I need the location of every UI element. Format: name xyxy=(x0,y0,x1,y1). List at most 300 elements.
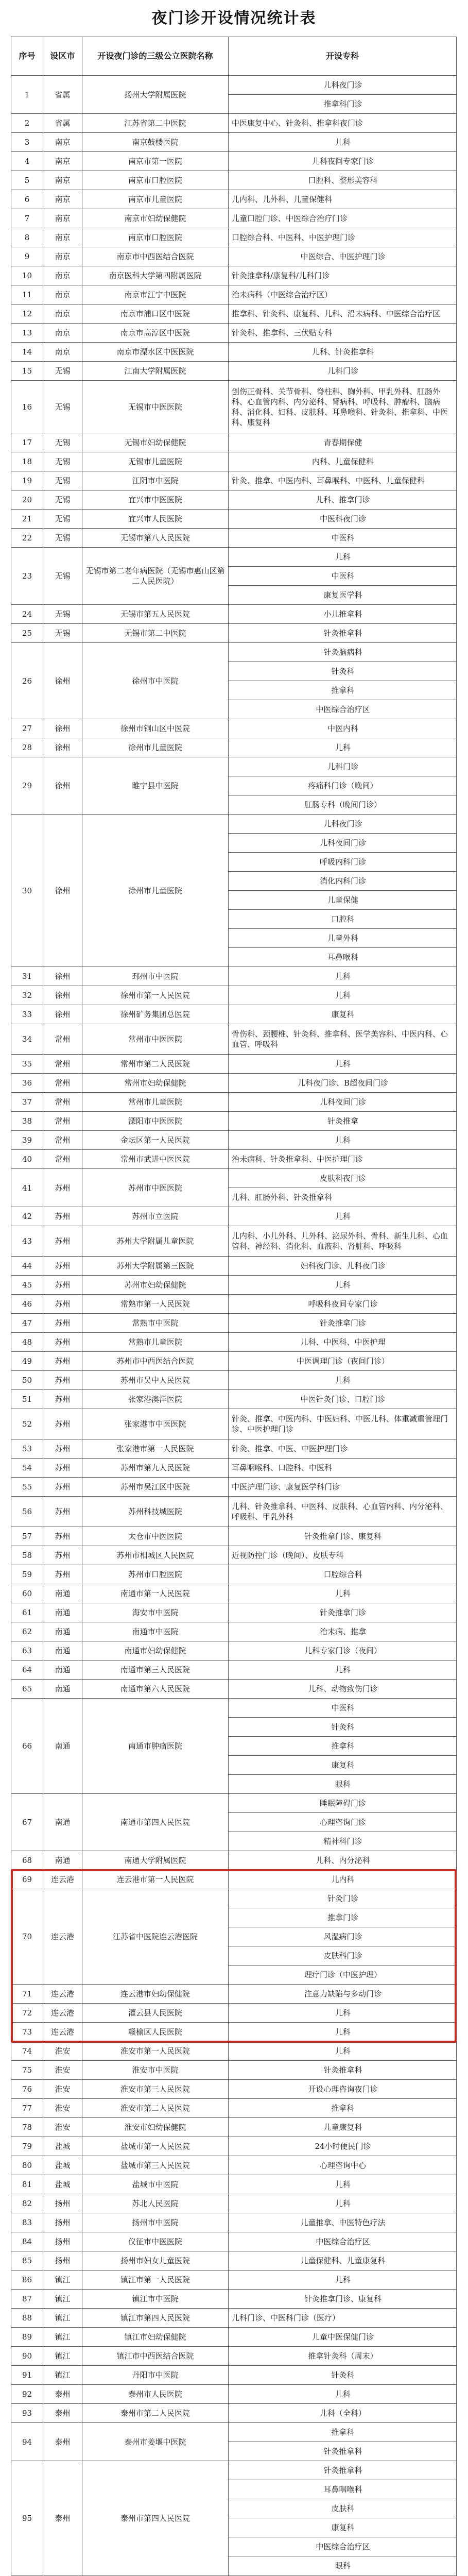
specialty-cell: 康复科 xyxy=(229,2518,457,2537)
specialty-cell: 中医综合治疗区 xyxy=(229,2232,457,2251)
city-cell: 常州 xyxy=(43,1112,82,1131)
city-cell: 无锡 xyxy=(43,548,82,605)
city-cell: 连云港 xyxy=(43,2004,82,2023)
row-number: 27 xyxy=(11,719,43,738)
hospital-name: 宜兴市人民医院 xyxy=(82,510,229,529)
hospital-name: 常州市武进中医医院 xyxy=(82,1150,229,1169)
specialty-cell: 治未病科（中医综合治疗区） xyxy=(229,285,457,304)
row-number: 5 xyxy=(11,171,43,190)
specialty-cell: 儿科门诊 xyxy=(229,757,457,776)
row-number: 71 xyxy=(11,1985,43,2004)
city-cell: 苏州 xyxy=(43,1352,82,1371)
specialty-cell: 儿科 xyxy=(229,1131,457,1150)
row-number: 81 xyxy=(11,2175,43,2194)
column-header: 开设夜门诊的三级公立医院名称 xyxy=(82,37,229,76)
specialty-cell: 儿科 xyxy=(229,2194,457,2213)
specialty-cell: 针灸推拿科 xyxy=(229,2442,457,2461)
row-number: 30 xyxy=(11,815,43,967)
row-number: 53 xyxy=(11,1439,43,1459)
city-cell: 苏州 xyxy=(43,1390,82,1409)
city-cell: 南通 xyxy=(43,1699,82,1794)
row-number: 49 xyxy=(11,1352,43,1371)
row-number: 9 xyxy=(11,247,43,266)
hospital-name: 南京市第一医院 xyxy=(82,152,229,171)
specialty-cell: 心理咨询中心 xyxy=(229,2156,457,2175)
city-cell: 常州 xyxy=(43,1055,82,1074)
specialty-cell: 儿科、中医科、中医护理 xyxy=(229,1333,457,1352)
hospital-name: 南通市第三人民医院 xyxy=(82,1660,229,1680)
city-cell: 苏州 xyxy=(43,1295,82,1314)
specialty-cell: 中医针灸门诊、口腔门诊 xyxy=(229,1390,457,1409)
hospital-name: 南通市第六人民医院 xyxy=(82,1680,229,1699)
specialty-cell: 妇科夜门诊、儿科夜门诊 xyxy=(229,1257,457,1276)
specialty-cell: 耳鼻喉科 xyxy=(229,948,457,967)
city-cell: 常州 xyxy=(43,1093,82,1112)
row-number: 73 xyxy=(11,2023,43,2042)
specialty-cell: 儿科门诊、中医科门诊（医疗） xyxy=(229,2309,457,2328)
city-cell: 苏州 xyxy=(43,1546,82,1565)
specialty-cell: 精神科门诊 xyxy=(229,1832,457,1851)
specialty-cell: 青春期保健 xyxy=(229,433,457,452)
specialty-cell: 康复医学科 xyxy=(229,586,457,605)
specialty-cell: 儿科 xyxy=(229,2270,457,2290)
specialty-cell: 中医综合治疗区 xyxy=(229,2537,457,2556)
specialty-cell: 推拿科、针灸科、康复科、儿科、沿未病科、中医综合治疗区 xyxy=(229,304,457,324)
row-number: 21 xyxy=(11,510,43,529)
row-number: 51 xyxy=(11,1390,43,1409)
city-cell: 淮安 xyxy=(43,2099,82,2118)
row-number: 14 xyxy=(11,343,43,362)
hospital-name: 无锡市第五人民医院 xyxy=(82,605,229,624)
city-cell: 南通 xyxy=(43,1851,82,1870)
hospital-name: 泰州市姜堰中医院 xyxy=(82,2423,229,2461)
specialty-cell: 儿童康复科 xyxy=(229,2118,457,2137)
hospital-name: 无锡市中医医院 xyxy=(82,381,229,433)
hospital-name: 南通市第四人民医院 xyxy=(82,1794,229,1851)
specialty-cell: 儿科、动物致伤门诊 xyxy=(229,1680,457,1699)
city-cell: 省属 xyxy=(43,76,82,114)
hospital-name: 南京市高淳区中医院 xyxy=(82,324,229,343)
specialty-cell: 儿科夜间门诊 xyxy=(229,834,457,853)
specialty-cell: 呼吸科夜间专家门诊 xyxy=(229,1295,457,1314)
city-cell: 徐州 xyxy=(43,719,82,738)
specialty-cell: 推拿科 xyxy=(229,1737,457,1756)
row-number: 57 xyxy=(11,1527,43,1546)
specialty-cell: 消化内科门诊 xyxy=(229,872,457,891)
hospital-name: 苏州市第九人民医院 xyxy=(82,1459,229,1478)
row-number: 60 xyxy=(11,1584,43,1603)
city-cell: 苏州 xyxy=(43,1257,82,1276)
specialty-cell: 针灸科 xyxy=(229,2366,457,2385)
specialty-cell: 针灸、推拿、中医内科、中医妇科、中医儿科、体重减重管理门诊、中医护理门诊 xyxy=(229,1409,457,1439)
city-cell: 扬州 xyxy=(43,2232,82,2251)
city-cell: 连云港 xyxy=(43,1985,82,2004)
hospital-name: 南京市妇幼保健院 xyxy=(82,209,229,228)
specialty-cell: 儿科专家门诊（夜间） xyxy=(229,1641,457,1660)
row-number: 72 xyxy=(11,2004,43,2023)
row-number: 70 xyxy=(11,1889,43,1985)
row-number: 6 xyxy=(11,190,43,209)
hospital-name: 常州市中医医院 xyxy=(82,1024,229,1055)
city-cell: 南京 xyxy=(43,152,82,171)
specialty-cell: 针灸推拿科/康复科/儿科门诊 xyxy=(229,266,457,285)
row-number: 33 xyxy=(11,1005,43,1024)
row-number: 48 xyxy=(11,1333,43,1352)
specialty-cell: 针灸科 xyxy=(229,662,457,681)
specialty-cell: 针灸推拿科 xyxy=(229,2461,457,2480)
hospital-name: 灌云县人民医院 xyxy=(82,2004,229,2023)
city-cell: 淮安 xyxy=(43,2061,82,2080)
city-cell: 徐州 xyxy=(43,757,82,815)
specialty-cell: 皮肤科 xyxy=(229,2499,457,2518)
specialty-cell: 风湿病门诊 xyxy=(229,1927,457,1946)
specialty-cell: 开设心理咨询夜门诊 xyxy=(229,2080,457,2099)
specialty-cell: 中医科 xyxy=(229,567,457,586)
city-cell: 无锡 xyxy=(43,510,82,529)
hospital-name: 苏州大学附属儿童医院 xyxy=(82,1226,229,1257)
city-cell: 淮安 xyxy=(43,2042,82,2061)
hospital-name: 南京市口腔医院 xyxy=(82,228,229,247)
city-cell: 无锡 xyxy=(43,529,82,548)
row-number: 88 xyxy=(11,2309,43,2328)
hospital-name: 海安市中医院 xyxy=(82,1603,229,1622)
specialty-cell: 治未病科、针灸推拿科、中医护理门诊 xyxy=(229,1150,457,1169)
city-cell: 苏州 xyxy=(43,1459,82,1478)
row-number: 17 xyxy=(11,433,43,452)
hospital-name: 镇江市中医院 xyxy=(82,2290,229,2309)
specialty-cell: 呼吸内科门诊 xyxy=(229,853,457,872)
city-cell: 南通 xyxy=(43,1660,82,1680)
hospital-name: 南京市口腔医院 xyxy=(82,171,229,190)
hospital-name: 溧阳市中医医院 xyxy=(82,1112,229,1131)
hospital-name: 江苏省第二中医院 xyxy=(82,114,229,133)
city-cell: 镇江 xyxy=(43,2366,82,2385)
row-number: 45 xyxy=(11,1276,43,1295)
specialty-cell: 治未病、推拿 xyxy=(229,1622,457,1641)
hospital-name: 江南大学附属医院 xyxy=(82,362,229,381)
hospital-name: 南京市溧水区中医医院 xyxy=(82,343,229,362)
city-cell: 南京 xyxy=(43,190,82,209)
hospital-name: 无锡市第八人民医院 xyxy=(82,529,229,548)
hospital-name: 淮安市第三人民医院 xyxy=(82,2080,229,2099)
city-cell: 南京 xyxy=(43,209,82,228)
city-cell: 苏州 xyxy=(43,1169,82,1207)
city-cell: 苏州 xyxy=(43,1497,82,1527)
city-cell: 苏州 xyxy=(43,1565,82,1584)
row-number: 55 xyxy=(11,1478,43,1497)
hospital-name: 苏州市中医医院 xyxy=(82,1169,229,1207)
specialty-cell: 针灸推拿门诊 xyxy=(229,1603,457,1622)
specialty-cell: 口腔科 xyxy=(229,910,457,929)
city-cell: 苏州 xyxy=(43,1439,82,1459)
row-number: 12 xyxy=(11,304,43,324)
specialty-cell: 针灸推拿门诊、康复科 xyxy=(229,2290,457,2309)
city-cell: 无锡 xyxy=(43,471,82,490)
hospital-name: 南通市第一人民医院 xyxy=(82,1584,229,1603)
hospital-name: 南京鼓楼医院 xyxy=(82,133,229,152)
city-cell: 苏州 xyxy=(43,1226,82,1257)
hospital-name: 无锡市第二中医院 xyxy=(82,624,229,643)
row-number: 52 xyxy=(11,1409,43,1439)
row-number: 86 xyxy=(11,2270,43,2290)
hospital-name: 无锡市儿童医院 xyxy=(82,452,229,471)
hospital-name: 宜兴市中医医院 xyxy=(82,490,229,510)
hospital-name: 太仓市中医医院 xyxy=(82,1527,229,1546)
hospital-name: 苏州市相城区人民医院 xyxy=(82,1546,229,1565)
city-cell: 南京 xyxy=(43,247,82,266)
city-cell: 扬州 xyxy=(43,2194,82,2213)
specialty-cell: 24小时便民门诊 xyxy=(229,2137,457,2156)
city-cell: 徐州 xyxy=(43,967,82,986)
hospital-name: 张家港市中医医院 xyxy=(82,1409,229,1439)
city-cell: 苏州 xyxy=(43,1314,82,1333)
hospital-name: 苏州市口腔医院 xyxy=(82,1565,229,1584)
specialty-cell: 内科、儿童保健科 xyxy=(229,452,457,471)
hospital-name: 苏州市妇幼保健院 xyxy=(82,1276,229,1295)
specialty-cell: 中医综合治疗区 xyxy=(229,700,457,719)
city-cell: 无锡 xyxy=(43,433,82,452)
row-number: 26 xyxy=(11,643,43,719)
city-cell: 南京 xyxy=(43,133,82,152)
city-cell: 连云港 xyxy=(43,2023,82,2042)
hospital-name: 南京市中西医结合医院 xyxy=(82,247,229,266)
row-number: 64 xyxy=(11,1660,43,1680)
specialty-cell: 睡眠障碍门诊 xyxy=(229,1794,457,1813)
hospital-name: 徐州市儿童医院 xyxy=(82,738,229,757)
specialty-cell: 儿童保健 xyxy=(229,891,457,910)
row-number: 74 xyxy=(11,2042,43,2061)
row-number: 28 xyxy=(11,738,43,757)
row-number: 50 xyxy=(11,1371,43,1390)
hospital-name: 苏州市中西医结合医院 xyxy=(82,1352,229,1371)
city-cell: 镇江 xyxy=(43,2328,82,2347)
specialty-cell: 儿科 xyxy=(229,548,457,567)
row-number: 68 xyxy=(11,1851,43,1870)
row-number: 22 xyxy=(11,529,43,548)
specialty-cell: 针灸脑病科 xyxy=(229,643,457,662)
specialty-cell: 针灸科 xyxy=(229,1718,457,1737)
row-number: 77 xyxy=(11,2099,43,2118)
city-cell: 镇江 xyxy=(43,2290,82,2309)
city-cell: 南通 xyxy=(43,1794,82,1851)
specialty-cell: 康复科 xyxy=(229,1756,457,1775)
row-number: 37 xyxy=(11,1093,43,1112)
specialty-cell: 儿科夜门诊 xyxy=(229,815,457,834)
specialty-cell: 耳鼻咽喉科 xyxy=(229,2480,457,2499)
city-cell: 泰州 xyxy=(43,2461,82,2575)
city-cell: 南京 xyxy=(43,266,82,285)
specialty-cell: 儿科夜间专家门诊 xyxy=(229,152,457,171)
hospital-name: 连云港市第一人民医院 xyxy=(82,1870,229,1889)
column-header: 开设专科 xyxy=(229,37,457,76)
specialty-cell: 针灸推拿门诊、康复科 xyxy=(229,1527,457,1546)
city-cell: 徐州 xyxy=(43,1005,82,1024)
specialty-cell: 儿内科、儿外科、儿童保健科 xyxy=(229,190,457,209)
hospital-name: 常熟市儿童医院 xyxy=(82,1333,229,1352)
city-cell: 无锡 xyxy=(43,605,82,624)
hospital-name: 仪征市中医医院 xyxy=(82,2232,229,2251)
row-number: 35 xyxy=(11,1055,43,1074)
specialty-cell: 理疗门诊（中医护理） xyxy=(229,1965,457,1985)
row-number: 15 xyxy=(11,362,43,381)
hospital-name: 扬州市妇女儿童医院 xyxy=(82,2251,229,2270)
specialty-cell: 儿童口腔门诊、中医综合治疗门诊 xyxy=(229,209,457,228)
specialty-cell: 儿科门诊 xyxy=(229,362,457,381)
row-number: 29 xyxy=(11,757,43,815)
specialty-cell: 儿科 xyxy=(229,1584,457,1603)
city-cell: 常州 xyxy=(43,1024,82,1055)
city-cell: 泰州 xyxy=(43,2385,82,2404)
hospital-name: 徐州市儿童医院 xyxy=(82,815,229,967)
hospital-name: 常熟市中医院 xyxy=(82,1314,229,1333)
city-cell: 镇江 xyxy=(43,2309,82,2328)
specialty-cell: 创伤正骨科、关节骨科、脊柱科、胸外科、甲乳外科、肛肠外科、心血管内科、内分泌科、肾病科、呼吸科、肿瘤科、脑病科、消化科、妇科、皮肤科、耳鼻喉科、针灸科、推拿科、中医科、康复科 xyxy=(229,381,457,433)
specialty-cell: 针灸推拿 xyxy=(229,1112,457,1131)
city-cell: 南京 xyxy=(43,343,82,362)
row-number: 90 xyxy=(11,2347,43,2366)
city-cell: 镇江 xyxy=(43,2347,82,2366)
hospital-name: 南通市妇幼保健院 xyxy=(82,1641,229,1660)
row-number: 8 xyxy=(11,228,43,247)
hospital-name: 盐城市第三人民医院 xyxy=(82,2156,229,2175)
hospital-name: 南京市浦口区中医院 xyxy=(82,304,229,324)
row-number: 34 xyxy=(11,1024,43,1055)
specialty-cell: 眼科 xyxy=(229,2556,457,2575)
specialty-cell: 儿科 xyxy=(229,2004,457,2023)
city-cell: 苏州 xyxy=(43,1409,82,1439)
row-number: 62 xyxy=(11,1622,43,1641)
row-number: 13 xyxy=(11,324,43,343)
row-number: 80 xyxy=(11,2156,43,2175)
city-cell: 省属 xyxy=(43,114,82,133)
hospital-name: 南京市儿童医院 xyxy=(82,190,229,209)
specialty-cell: 疼痛科门诊（晚间） xyxy=(229,776,457,795)
column-header: 设区市 xyxy=(43,37,82,76)
row-number: 38 xyxy=(11,1112,43,1131)
specialty-cell: 儿科 xyxy=(229,1055,457,1074)
specialty-cell: 推拿科 xyxy=(229,2423,457,2442)
specialty-cell: 儿科、推拿门诊 xyxy=(229,490,457,510)
city-cell: 泰州 xyxy=(43,2404,82,2423)
city-cell: 南京 xyxy=(43,285,82,304)
hospital-name: 徐州矿务集团总医院 xyxy=(82,1005,229,1024)
specialty-cell: 皮肤科夜门诊 xyxy=(229,1169,457,1188)
city-cell: 无锡 xyxy=(43,362,82,381)
city-cell: 淮安 xyxy=(43,2080,82,2099)
hospital-name: 淮安市妇幼保健院 xyxy=(82,2118,229,2137)
row-number: 16 xyxy=(11,381,43,433)
row-number: 56 xyxy=(11,1497,43,1527)
row-number: 31 xyxy=(11,967,43,986)
city-cell: 南通 xyxy=(43,1622,82,1641)
specialty-cell: 儿科 xyxy=(229,1276,457,1295)
specialty-cell: 肛肠专科（晚间门诊） xyxy=(229,795,457,815)
hospital-name: 徐州市中医院 xyxy=(82,643,229,719)
specialty-cell: 中医内科 xyxy=(229,719,457,738)
specialty-cell: 儿科 xyxy=(229,133,457,152)
city-cell: 苏州 xyxy=(43,1333,82,1352)
city-cell: 常州 xyxy=(43,1150,82,1169)
row-number: 36 xyxy=(11,1074,43,1093)
specialty-cell: 儿科夜间门诊 xyxy=(229,1093,457,1112)
row-number: 89 xyxy=(11,2328,43,2347)
city-cell: 无锡 xyxy=(43,452,82,471)
hospital-name: 徐州市第一人民医院 xyxy=(82,986,229,1005)
specialty-cell: 注意力缺陷与多动门诊 xyxy=(229,1985,457,2004)
row-number: 58 xyxy=(11,1546,43,1565)
specialty-cell: 针灸门诊 xyxy=(229,1889,457,1908)
specialty-cell: 中医科 xyxy=(229,529,457,548)
specialty-cell: 儿科、针灸推拿科、中医科、皮肤科、心血管内科、内分泌科、呼吸科、甲乳外科 xyxy=(229,1497,457,1527)
city-cell: 南京 xyxy=(43,324,82,343)
hospital-name: 苏州市吴中人民医院 xyxy=(82,1371,229,1390)
row-number: 47 xyxy=(11,1314,43,1333)
city-cell: 徐州 xyxy=(43,643,82,719)
city-cell: 泰州 xyxy=(43,2423,82,2461)
specialty-cell: 儿科 xyxy=(229,1660,457,1680)
city-cell: 扬州 xyxy=(43,2213,82,2232)
hospital-name: 睢宁县中医院 xyxy=(82,757,229,815)
hospital-name: 常熟市第一人民医院 xyxy=(82,1295,229,1314)
hospital-name: 镇江市妇幼保健院 xyxy=(82,2328,229,2347)
row-number: 7 xyxy=(11,209,43,228)
hospital-name: 金坛区第一人民医院 xyxy=(82,1131,229,1150)
hospital-name: 泰州市第四人民医院 xyxy=(82,2461,229,2575)
row-number: 11 xyxy=(11,285,43,304)
specialty-cell: 骨伤科、颈腰椎、针灸科、推拿科、医学美容科、中医内科、心血管、呼吸科 xyxy=(229,1024,457,1055)
city-cell: 南通 xyxy=(43,1641,82,1660)
specialty-cell: 儿科 xyxy=(229,2023,457,2042)
row-number: 61 xyxy=(11,1603,43,1622)
hospital-name: 常州市妇幼保健院 xyxy=(82,1074,229,1093)
hospital-name: 南京市江宁中医院 xyxy=(82,285,229,304)
city-cell: 扬州 xyxy=(43,2251,82,2270)
hospital-name: 徐州市铜山区中医院 xyxy=(82,719,229,738)
hospital-name: 苏北人民医院 xyxy=(82,2194,229,2213)
row-number: 65 xyxy=(11,1680,43,1699)
city-cell: 南通 xyxy=(43,1584,82,1603)
city-cell: 淮安 xyxy=(43,2118,82,2137)
specialty-cell: 儿科 xyxy=(229,1207,457,1226)
hospital-name: 南通市肿瘤医院 xyxy=(82,1699,229,1794)
specialty-cell: 小儿推拿科 xyxy=(229,605,457,624)
specialty-cell: 眼科 xyxy=(229,1775,457,1794)
specialty-cell: 儿童保健科、儿童康复科 xyxy=(229,2251,457,2270)
specialty-cell: 口腔综合科 xyxy=(229,1565,457,1584)
row-number: 85 xyxy=(11,2251,43,2270)
hospital-name: 常州市第二人民医院 xyxy=(82,1055,229,1074)
hospital-name: 盐城市中医院 xyxy=(82,2175,229,2194)
specialty-cell: 心理咨询门诊 xyxy=(229,1813,457,1832)
specialty-cell: 中医综合、中医护理门诊 xyxy=(229,247,457,266)
hospital-name: 无锡市第二老年病医院（无锡市惠山区第二人民医院） xyxy=(82,548,229,605)
hospital-name: 镇江市中西医结合医院 xyxy=(82,2347,229,2366)
city-cell: 苏州 xyxy=(43,1207,82,1226)
specialty-cell: 中医科夜门诊 xyxy=(229,510,457,529)
row-number: 44 xyxy=(11,1257,43,1276)
row-number: 91 xyxy=(11,2366,43,2385)
city-cell: 盐城 xyxy=(43,2175,82,2194)
specialty-cell: 近视防控门诊（晚间）、皮肤专科 xyxy=(229,1546,457,1565)
row-number: 42 xyxy=(11,1207,43,1226)
specialty-cell: 推拿针灸科（周末） xyxy=(229,2347,457,2366)
city-cell: 徐州 xyxy=(43,986,82,1005)
row-number: 66 xyxy=(11,1699,43,1794)
specialty-cell: 儿科 xyxy=(229,967,457,986)
page-title: 夜门诊开设情况统计表 xyxy=(151,9,317,27)
row-number: 10 xyxy=(11,266,43,285)
specialty-cell: 针灸、推拿、中医、中医护理门诊 xyxy=(229,1439,457,1459)
